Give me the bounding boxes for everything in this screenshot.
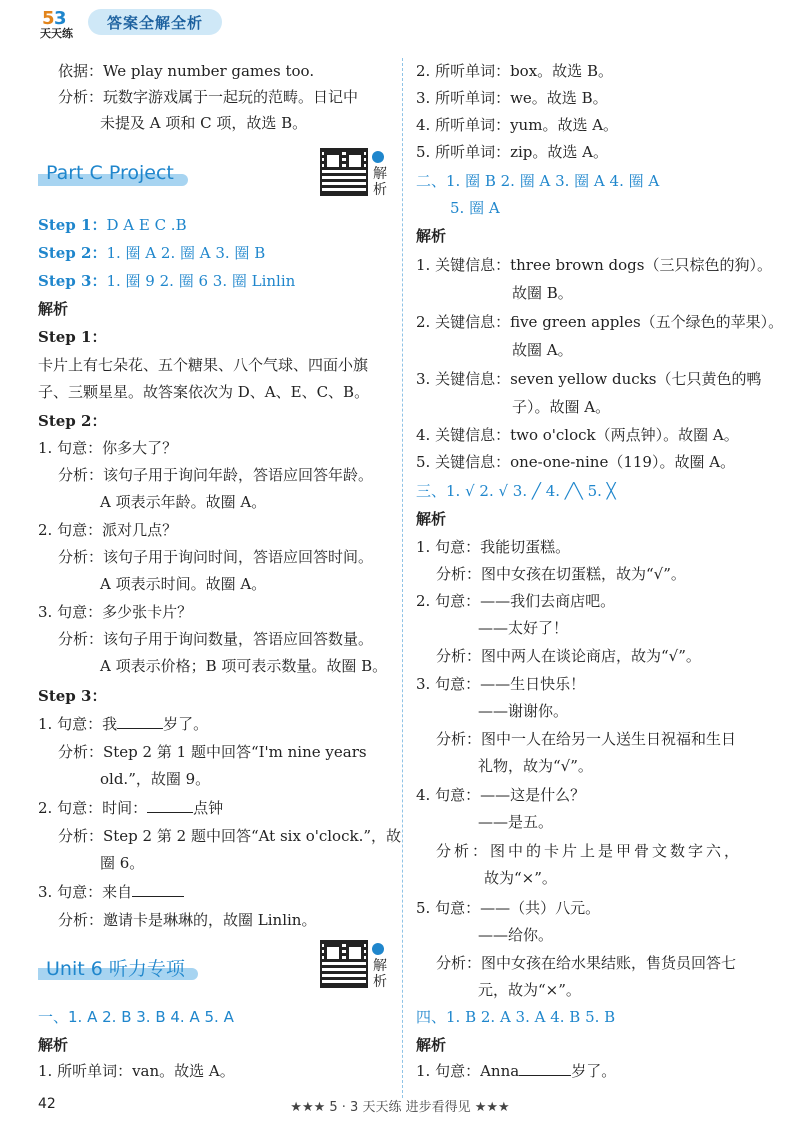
analysis-text: 礼物，故为“√”。 [478, 757, 593, 775]
header-title: 答案全解全析 [88, 9, 222, 35]
step-answer: D A E C .B [106, 216, 187, 234]
jiexi-heading: 解析 [38, 1036, 69, 1054]
question-text [38, 881, 184, 903]
qr-code-icon[interactable] [320, 940, 368, 988]
analysis-text: 分析：Step 2 第 1 题中回答“I'm nine years [58, 743, 367, 761]
listening-item: 4. 所听单词：yum。故选 A。 [416, 116, 619, 134]
listening-item: 3. 所听单词：we。故选 B。 [416, 89, 608, 107]
step-label: Step 1： [38, 216, 107, 234]
analysis-line: 分析：玩数字游戏属于一起玩的范畴。日记中 [58, 88, 359, 106]
analysis-text: 分析：邀请卡是琳琳的，故圈 Linlin。 [58, 911, 317, 929]
blank-line [147, 797, 193, 813]
step1-text: 卡片上有七朵花、五个糖果、八个气球、四面小旗 [38, 356, 369, 374]
listening-item: 1. 所听单词：van。故选 A。 [38, 1062, 235, 1080]
svg-text:3: 3 [54, 8, 67, 29]
analysis-text: 分析：图中两人在谈论商店，故为“√”。 [436, 647, 701, 665]
analysis-text: 分析：Step 2 第 2 题中回答“At six o'clock.”，故 [58, 827, 402, 845]
question-suffix: 岁了。 [163, 715, 209, 733]
key-info: 故圈 B。 [512, 284, 573, 302]
step1-text: 子、三颗星星。故答案依次为 D、A、E、C、B。 [38, 383, 370, 401]
blank-line [132, 881, 184, 897]
analysis-text: old.”，故圈 9。 [100, 770, 211, 788]
footer-slogan: ★★★ 5 · 3 天天练 进步看得见 ★★★ [290, 1100, 510, 1115]
question-prefix: 2. 句意：时间： [38, 799, 148, 817]
step-heading: Step 1： [38, 328, 107, 346]
step-label: Step 2： [38, 244, 107, 262]
brand-logo [38, 6, 84, 40]
question-text: ——给你。 [478, 926, 554, 944]
play-icon [372, 151, 384, 163]
qr-label: 解析 [373, 166, 387, 198]
section-part-c [38, 160, 198, 186]
question-text [416, 1060, 616, 1082]
qr-code-icon[interactable] [320, 148, 368, 196]
key-info: 3. 关键信息：seven yellow ducks（七只黄色的鸭 [416, 370, 762, 388]
question-text: 3. 句意：多少张卡片？ [38, 603, 193, 621]
answer-line: 三、1. √ 2. √ 3. ╱ 4. ╱╲ 5. ╳ [416, 482, 616, 500]
listening-item: 5. 所听单词：zip。故选 A。 [416, 143, 608, 161]
qr-label: 解析 [373, 958, 387, 990]
question-text: 5. 句意：——（共）八元。 [416, 899, 601, 917]
analysis-text: A 项表示时间。故圈 A。 [100, 575, 267, 593]
answer-line: 二、1. 圈 B 2. 圈 A 3. 圈 A 4. 圈 A [416, 172, 660, 190]
section-title: Unit 6 听力专项 [46, 957, 185, 980]
question-text: ——是五。 [478, 813, 554, 831]
analysis-text: 元，故为“×”。 [478, 981, 581, 999]
key-info: 2. 关键信息：five green apples（五个绿色的苹果）。 [416, 313, 784, 331]
question-prefix: 1. 句意：我 [38, 715, 118, 733]
analysis-text: 圈 6。 [100, 854, 145, 872]
analysis-text: A 项表示年龄。故圈 A。 [100, 493, 267, 511]
column-divider [402, 58, 403, 1098]
question-prefix: 3. 句意：来自 [38, 883, 133, 901]
question-text: ——太好了！ [478, 619, 569, 637]
question-text: 4. 句意：——这是什么？ [416, 786, 586, 804]
step-answer: 1. 圈 9 2. 圈 6 3. 圈 Linlin [106, 272, 296, 290]
basis-text: 依据：We play number games too. [58, 62, 315, 80]
blank-line [519, 1060, 571, 1076]
analysis-text: 分析：该句子用于询问时间，答语应回答时间。 [58, 548, 374, 566]
analysis-text: 分析：该句子用于询问年龄，答语应回答年龄。 [58, 466, 374, 484]
listening-item: 2. 所听单词：box。故选 B。 [416, 62, 613, 80]
page-number: 42 [38, 1096, 56, 1112]
section-unit6 [38, 954, 208, 980]
jiexi-heading: 解析 [416, 1036, 447, 1054]
analysis-text: 分析：图中的卡片上是甲骨文数字六， [436, 842, 743, 860]
question-text: 2. 句意：派对几点？ [38, 521, 178, 539]
jiexi-heading: 解析 [416, 510, 447, 528]
question-suffix: 点钟 [193, 799, 224, 817]
key-info: 子）。故圈 A。 [512, 398, 611, 416]
jiexi-heading: 解析 [38, 300, 69, 318]
question-text [38, 713, 208, 735]
analysis-text: 分析：图中女孩在切蛋糕，故为“√”。 [436, 565, 686, 583]
svg-text:天天练: 天天练 [40, 27, 73, 40]
play-icon [372, 943, 384, 955]
question-prefix: 1. 句意：Anna [416, 1062, 520, 1080]
question-suffix: 岁了。 [571, 1062, 617, 1080]
step-heading: Step 2： [38, 412, 107, 430]
key-info: 4. 关键信息：two o'clock（两点钟）。故圈 A。 [416, 426, 739, 444]
key-info: 故圈 A。 [512, 341, 573, 359]
question-text: 1. 句意：你多大了？ [38, 439, 178, 457]
analysis-line: 未提及 A 项和 C 项，故选 B。 [100, 114, 308, 132]
step-label: Step 3： [38, 272, 107, 290]
key-info: 1. 关键信息：three brown dogs（三只棕色的狗）。 [416, 256, 772, 274]
blank-line [117, 713, 163, 729]
analysis-text: A 项表示价格；B 项可表示数量。故圈 B。 [100, 657, 388, 675]
step-answer: 1. 圈 A 2. 圈 A 3. 圈 B [106, 244, 266, 262]
section-title: Part C Project [46, 162, 174, 184]
question-text: 3. 句意：——生日快乐！ [416, 675, 586, 693]
step-heading: Step 3： [38, 687, 107, 705]
analysis-text: 故为“×”。 [484, 869, 557, 887]
question-text: ——谢谢你。 [478, 702, 569, 720]
question-text [38, 797, 223, 819]
jiexi-heading: 解析 [416, 227, 447, 245]
svg-text:5: 5 [42, 8, 55, 29]
analysis-text: 分析：该句子用于询问数量，答语应回答数量。 [58, 630, 374, 648]
answer-line: 一、1. A 2. B 3. B 4. A 5. A [38, 1008, 234, 1026]
analysis-text: 分析：图中一人在给另一人送生日祝福和生日 [436, 730, 737, 748]
question-text: 1. 句意：我能切蛋糕。 [416, 538, 571, 556]
analysis-text: 分析：图中女孩在给水果结账，售货员回答七 [436, 954, 737, 972]
answer-line: 5. 圈 A [450, 199, 500, 217]
question-text: 2. 句意：——我们去商店吧。 [416, 592, 616, 610]
key-info: 5. 关键信息：one-one-nine（119）。故圈 A。 [416, 453, 736, 471]
answer-line: 四、1. B 2. A 3. A 4. B 5. B [416, 1008, 616, 1026]
